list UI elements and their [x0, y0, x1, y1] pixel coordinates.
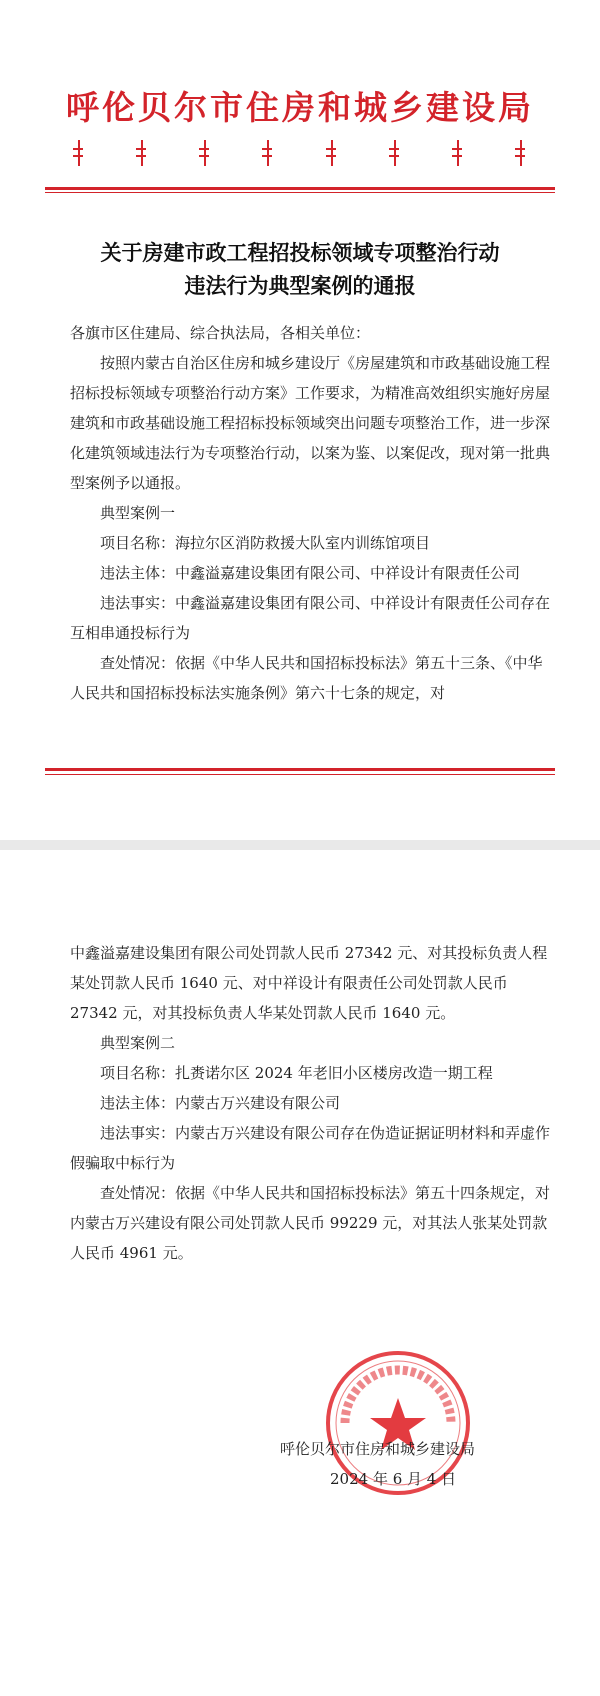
document-title	[0, 236, 600, 302]
mongolian-glyph	[388, 140, 402, 166]
case1-heading: 典型案例一	[100, 504, 176, 522]
mongolian-glyph	[325, 140, 339, 166]
case1-facts: 违法事实：中鑫溢嘉建设集团有限公司、中祥设计有限责任公司存在互相串通投标行为	[70, 594, 551, 642]
footer-divider-thin	[45, 774, 555, 775]
mongolian-glyph	[135, 140, 149, 166]
agency-name-header: 呼伦贝尔市住房和城乡建设局	[66, 88, 534, 127]
case2-facts: 违法事实：内蒙古万兴建设有限公司存在伪造证据证明材料和弄虚作假骗取中标行为	[70, 1124, 551, 1172]
issuer-name: 呼伦贝尔市住房和城乡建设局	[280, 1440, 476, 1458]
salutation: 各旗市区住建局、综合执法局，各相关单位：	[70, 324, 371, 342]
header-divider-thick	[45, 187, 555, 190]
case1-subject: 违法主体：中鑫溢嘉建设集团有限公司、中祥设计有限责任公司	[100, 564, 521, 582]
case1-handling-part1: 查处情况：依据《中华人民共和国招标投标法》第五十三条、《中华人民共和国招标投标法实施条例》第六十七条的规定，对	[70, 654, 543, 702]
case2-heading: 典型案例二	[100, 1034, 176, 1052]
mongolian-glyph	[451, 140, 465, 166]
mongolian-glyph	[72, 140, 86, 166]
mongolian-glyph	[261, 140, 275, 166]
case1-handling-part2: 中鑫溢嘉建设集团有限公司处罚款人民币 27342 元、对其投标负责人程某处罚款人民币 1640 元、对中祥设计有限责任公司处罚款人民币 27342 元，对其投标负责人华某处罚款人民币 1640 元。	[70, 944, 548, 1022]
case2-project: 项目名称：扎赉诺尔区 2024 年老旧小区楼房改造一期工程	[100, 1064, 493, 1082]
mongolian-glyph	[198, 140, 212, 166]
mongolian-glyph	[514, 140, 528, 166]
mongolian-script-header	[72, 140, 528, 174]
title-line-1: 关于房建市政工程招投标领域专项整治行动	[100, 240, 500, 265]
document-body-page-2	[70, 938, 550, 1268]
document-page-2	[0, 850, 600, 1696]
intro-paragraph: 按照内蒙古自治区住房和城乡建设厅《房屋建筑和市政基础设施工程招标投标领域专项整治行动方案》工作要求，为精准高效组织实施好房屋建筑和市政基础设施工程招标投标领域突出问题专项整治工作，进一步深化建筑领域违法行为专项整治行动，以案为鉴、以案促改，现对第一批典型案例予以通报。	[70, 354, 551, 492]
issue-date: 2024 年 6 月 4 日	[330, 1470, 457, 1488]
footer-divider-thick	[45, 768, 555, 771]
document-page-1	[0, 0, 600, 840]
title-line-2: 违法行为典型案例的通报	[184, 273, 416, 298]
case2-subject: 违法主体：内蒙古万兴建设有限公司	[100, 1094, 341, 1112]
document-body-page-1	[70, 318, 550, 708]
case1-project: 项目名称：海拉尔区消防救援大队室内训练馆项目	[100, 534, 431, 552]
case2-handling: 查处情况：依据《中华人民共和国招标投标法》第五十四条规定，对内蒙古万兴建设有限公司处罚款人民币 99229 元，对其法人张某处罚款人民币 4961 元。	[70, 1184, 551, 1262]
header-divider-thin	[45, 192, 555, 193]
signature-block	[280, 1434, 475, 1494]
